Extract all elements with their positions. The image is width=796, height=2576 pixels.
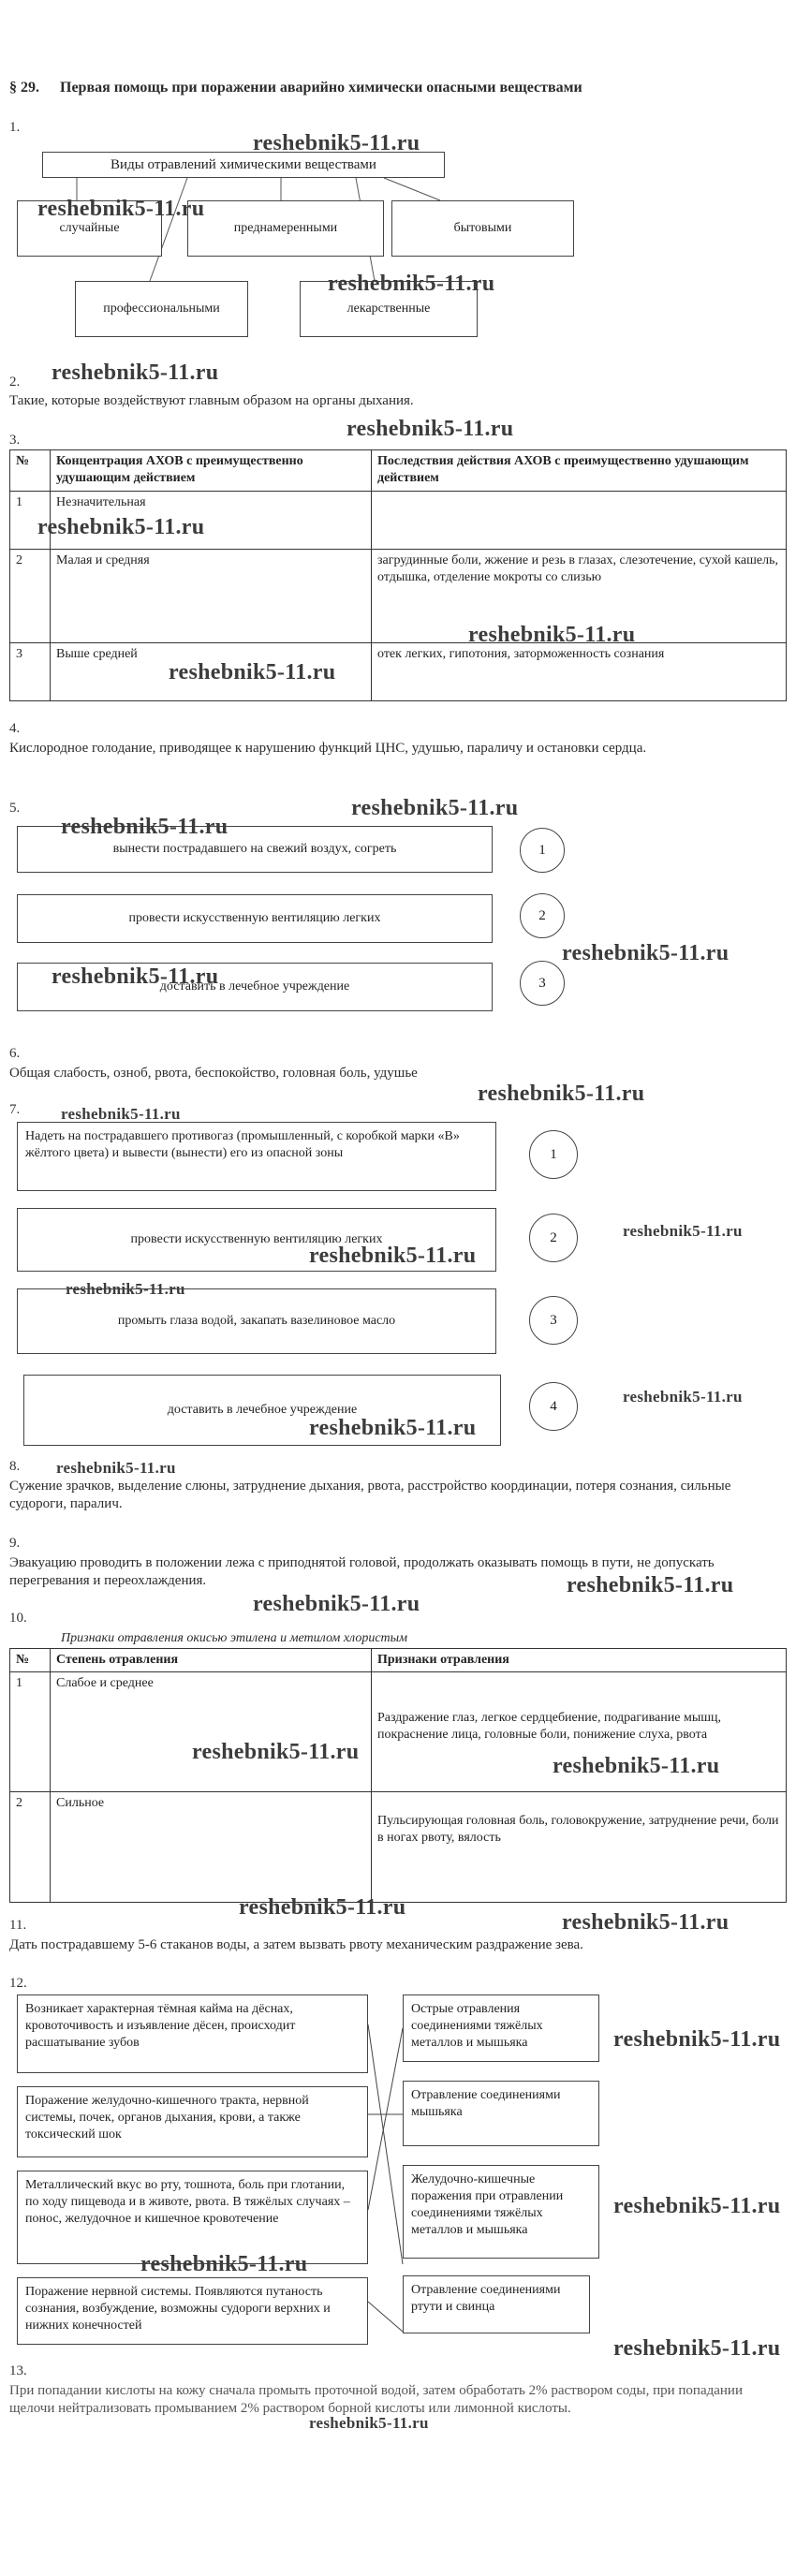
watermark: reshebnik5-11.ru [623,1222,743,1240]
q5-order-mark: 1 [520,828,565,873]
q5-number: 5. [9,801,21,816]
q12-right-3: Желудочно-кишечные поражения при отравлении соединениями тяжёлых металлов и мышьяка [403,2165,599,2259]
q10-header-signs: Признаки отравления [372,1649,787,1672]
q12-left-1: Возникает характерная тёмная кайма на дёснах, кровоточивость и изъявление дёсен, происходит расшатывание зубов [17,1995,368,2073]
q7-order-mark: 2 [529,1214,578,1262]
q13-number: 13. [9,2363,27,2378]
q3-cell: 2 [10,550,51,643]
watermark: reshebnik5-11.ru [309,2414,429,2432]
q3-header-num: № [10,450,51,492]
watermark: reshebnik5-11.ru [553,1754,720,1778]
watermark: reshebnik5-11.ru [613,2336,781,2361]
q6-number: 6. [9,1046,21,1061]
watermark: reshebnik5-11.ru [192,1740,360,1764]
q6-answer: Общая слабость, озноб, рвота, беспокойство, головная боль, удушье [9,1066,418,1081]
q12-right-2: Отравление соединениями мышьяка [403,2081,599,2146]
q12-left-3: Металлический вкус во рту, тошнота, боль при глотании, по ходу пищевода и в животе, рвота. В тяжёлых случаях – понос, желудочное и кишечное кровотечение [17,2171,368,2264]
page-title: Первая помощь при поражении аварийно химически опасными веществами [60,80,582,96]
q1-number: 1. [9,120,21,135]
q11-number: 11. [9,1918,27,1933]
q3-number: 3. [9,433,21,448]
watermark: reshebnik5-11.ru [562,941,730,965]
q7-order-mark: 4 [529,1382,578,1431]
q7-order-mark: 3 [529,1296,578,1345]
q3-cell: Незначительная [51,492,372,550]
q5-step-2: провести искусственную вентиляцию легких [17,894,493,943]
watermark: reshebnik5-11.ru [346,417,514,441]
q5-step-1: вынести пострадавшего на свежий воздух, согреть [17,826,493,873]
q3-cell: отек легких, гипотония, заторможенность сознания [372,643,787,701]
q9-answer: Эвакуацию проводить в положении лежа с приподнятой головой, продолжать оказывать помощь в пути, не допускать перегревания и переохлаждения. [9,1555,715,1588]
q7-step-4: доставить в лечебное учреждение [23,1375,501,1446]
q12-left-2: Поражение желудочно-кишечного тракта, нервной системы, почек, органов дыхания, крови, а также токсический шок [17,2086,368,2157]
q4-answer: Кислородное голодание, приводящее к нарушению функций ЦНС, удушью, параличу и остановки сердца. [9,741,647,756]
q1-item-accidental: случайные [17,200,162,257]
q13-answer: При попадании кислоты на кожу сначала промыть проточной водой, затем обработать 2% раствором соды, при попадании щелочи нейтрализовать промыванием 2% раствором борной кислоты или лимонной кислоты. [9,2383,743,2416]
q7-step-3: промыть глаза водой, закапать вазелиновое масло [17,1288,496,1354]
q9-number: 9. [9,1536,21,1551]
q10-cell: 2 [10,1792,51,1903]
q10-number: 10. [9,1611,27,1626]
q12-number: 12. [9,1976,27,1991]
q7-number: 7. [9,1102,21,1117]
q10-cell: 1 [10,1672,51,1792]
q3-cell: 3 [10,643,51,701]
watermark: reshebnik5-11.ru [328,272,495,296]
q12-left-4: Поражение нервной системы. Появляются путаность сознания, возбуждение, возможны судороги верхних и нижних конечностей [17,2277,368,2345]
watermark: reshebnik5-11.ru [61,1105,181,1123]
q4-number: 4. [9,721,21,736]
watermark: reshebnik5-11.ru [309,1416,477,1440]
q2-number: 2. [9,375,21,390]
watermark: reshebnik5-11.ru [613,2194,781,2218]
watermark: reshebnik5-11.ru [239,1895,406,1920]
section-number: § 29. [9,80,39,96]
q10-header-degree: Степень отравления [51,1649,372,1672]
watermark: reshebnik5-11.ru [468,623,636,647]
q5-order-mark: 3 [520,961,565,1006]
q10-cell: Пульсирующая головная боль, головокружение, затруднение речи, боли в ногах рвоту, вялость [372,1792,787,1903]
q3-cell: Малая и средняя [51,550,372,643]
q7-order-mark: 1 [529,1130,578,1179]
q10-cell: Слабое и среднее [51,1672,372,1792]
watermark: reshebnik5-11.ru [56,1459,176,1477]
q10-caption: Признаки отравления окисью этилена и метилом хлористым [61,1631,408,1645]
q10-cell: Раздражение глаз, легкое сердцебиение, подрагивание мышц, покраснение лица, головные боли, понижение слуха, рвота [372,1672,787,1792]
q10-cell: Сильное [51,1792,372,1903]
q1-item-medicinal: лекарственные [300,281,478,337]
q12-right-1: Острые отравления соединениями тяжёлых металлов и мышьяка [403,1995,599,2062]
q5-step-3: доставить в лечебное учреждение [17,963,493,1011]
q3-cell: Выше средней [51,643,372,701]
watermark: reshebnik5-11.ru [613,2027,781,2052]
q1-root-box: Виды отравлений химическими веществами [42,152,445,178]
watermark: reshebnik5-11.ru [253,131,420,155]
watermark: reshebnik5-11.ru [61,815,228,839]
q7-step-2: провести искусственную вентиляцию легких [17,1208,496,1272]
watermark: reshebnik5-11.ru [169,660,336,684]
watermark: reshebnik5-11.ru [52,964,219,989]
q10-header-num: № [10,1649,51,1672]
q2-answer: Такие, которые воздействуют главным образом на органы дыхания. [9,393,414,408]
watermark: reshebnik5-11.ru [37,197,205,221]
q3-cell: загрудинные боли, жжение и резь в глазах, слезотечение, сухой кашель, отдышка, отделение мокроты со слизью [372,550,787,643]
watermark: reshebnik5-11.ru [478,1082,645,1106]
q8-number: 8. [9,1459,21,1474]
watermark: reshebnik5-11.ru [52,361,219,385]
watermark: reshebnik5-11.ru [567,1573,734,1597]
q1-item-intentional: преднамеренными [187,200,384,257]
watermark: reshebnik5-11.ru [562,1910,730,1935]
q12-right-4: Отравление соединениями ртути и свинца [403,2275,590,2333]
q5-order-mark: 2 [520,893,565,938]
watermark: reshebnik5-11.ru [623,1388,743,1406]
watermark: reshebnik5-11.ru [309,1244,477,1268]
q1-item-household: бытовыми [391,200,574,257]
watermark: reshebnik5-11.ru [37,515,205,539]
q7-step-1: Надеть на пострадавшего противогаз (промышленный, с коробкой марки «В» жёлтого цвета) и вывести (вынести) его из опасной зоны [17,1122,496,1191]
watermark: reshebnik5-11.ru [253,1592,420,1616]
q3-header-concentration: Концентрация АХОВ с преимущественно удушающим действием [51,450,372,492]
q3-header-consequences: Последствия действия АХОВ с преимущественно удушающим действием [372,450,787,492]
q1-item-professional: профессиональными [75,281,248,337]
q3-cell: 1 [10,492,51,550]
watermark: reshebnik5-11.ru [140,2252,308,2276]
watermark: reshebnik5-11.ru [66,1280,185,1298]
q11-answer: Дать пострадавшему 5-6 стаканов воды, а затем вызвать рвоту механическим раздражение зева. [9,1937,583,1952]
q8-answer: Сужение зрачков, выделение слюны, затруднение дыхания, рвота, расстройство координации, потеря сознания, сильные судороги, паралич. [9,1479,731,1511]
watermark: reshebnik5-11.ru [351,796,519,820]
